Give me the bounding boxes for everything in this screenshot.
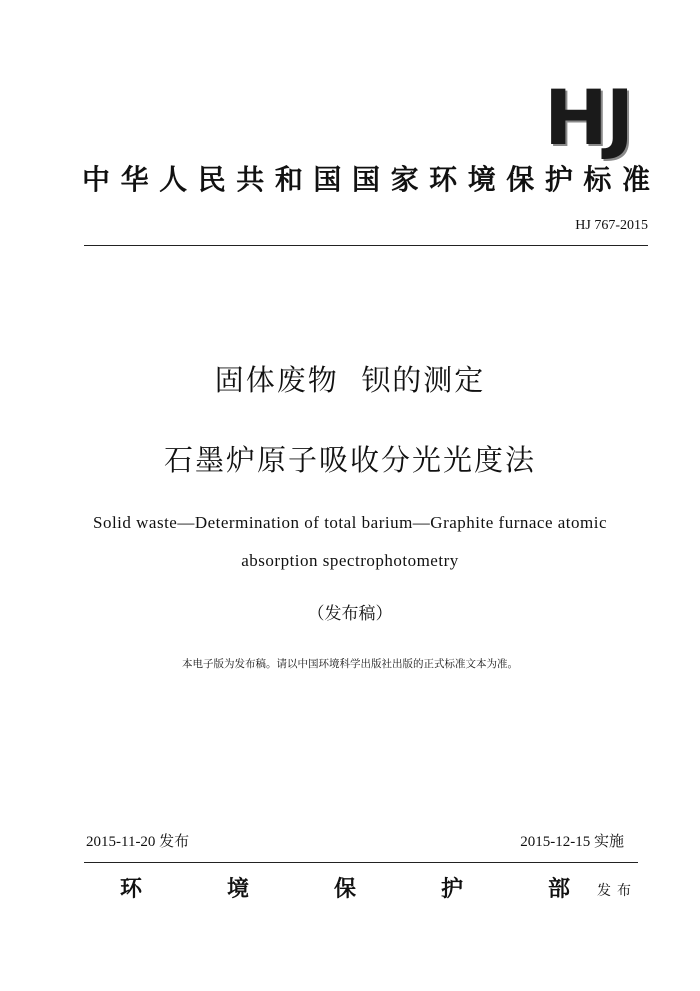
title-cn-line2: 石墨炉原子吸收分光光度法 [163,443,536,477]
title-cn-line1: 固体废物 钡的测定 [214,363,486,397]
notice-text: 本电子版为发布稿。请以中国环境科学出版社出版的正式标准文本为准。 [182,658,518,670]
ministry-name [120,872,570,903]
issue-date: 2015-11-20 发布 [86,834,190,850]
title-en-line2: absorption spectrophotometry [241,551,459,570]
ministry-char: 护 [440,877,463,902]
ministry-char: 部 [547,877,570,902]
publish-label: 发布 [597,883,637,899]
issuer-header: 中华人民共和国国家环境保护标准 [82,163,654,196]
draft-label: （发布稿） [307,604,393,624]
bottom-divider [84,862,638,863]
ministry-char: 环 [120,877,143,902]
ministry-char: 境 [226,877,249,902]
title-en-line1: Solid waste—Determination of total barium—Graphite furnace atomic [92,513,608,532]
standard-code: HJ 767-2015 [575,218,648,233]
top-divider [84,245,648,246]
implementation-date: 2015-12-15 实施 [520,834,624,850]
hj-logo: HJ [544,73,632,162]
ministry-char: 保 [333,877,356,902]
